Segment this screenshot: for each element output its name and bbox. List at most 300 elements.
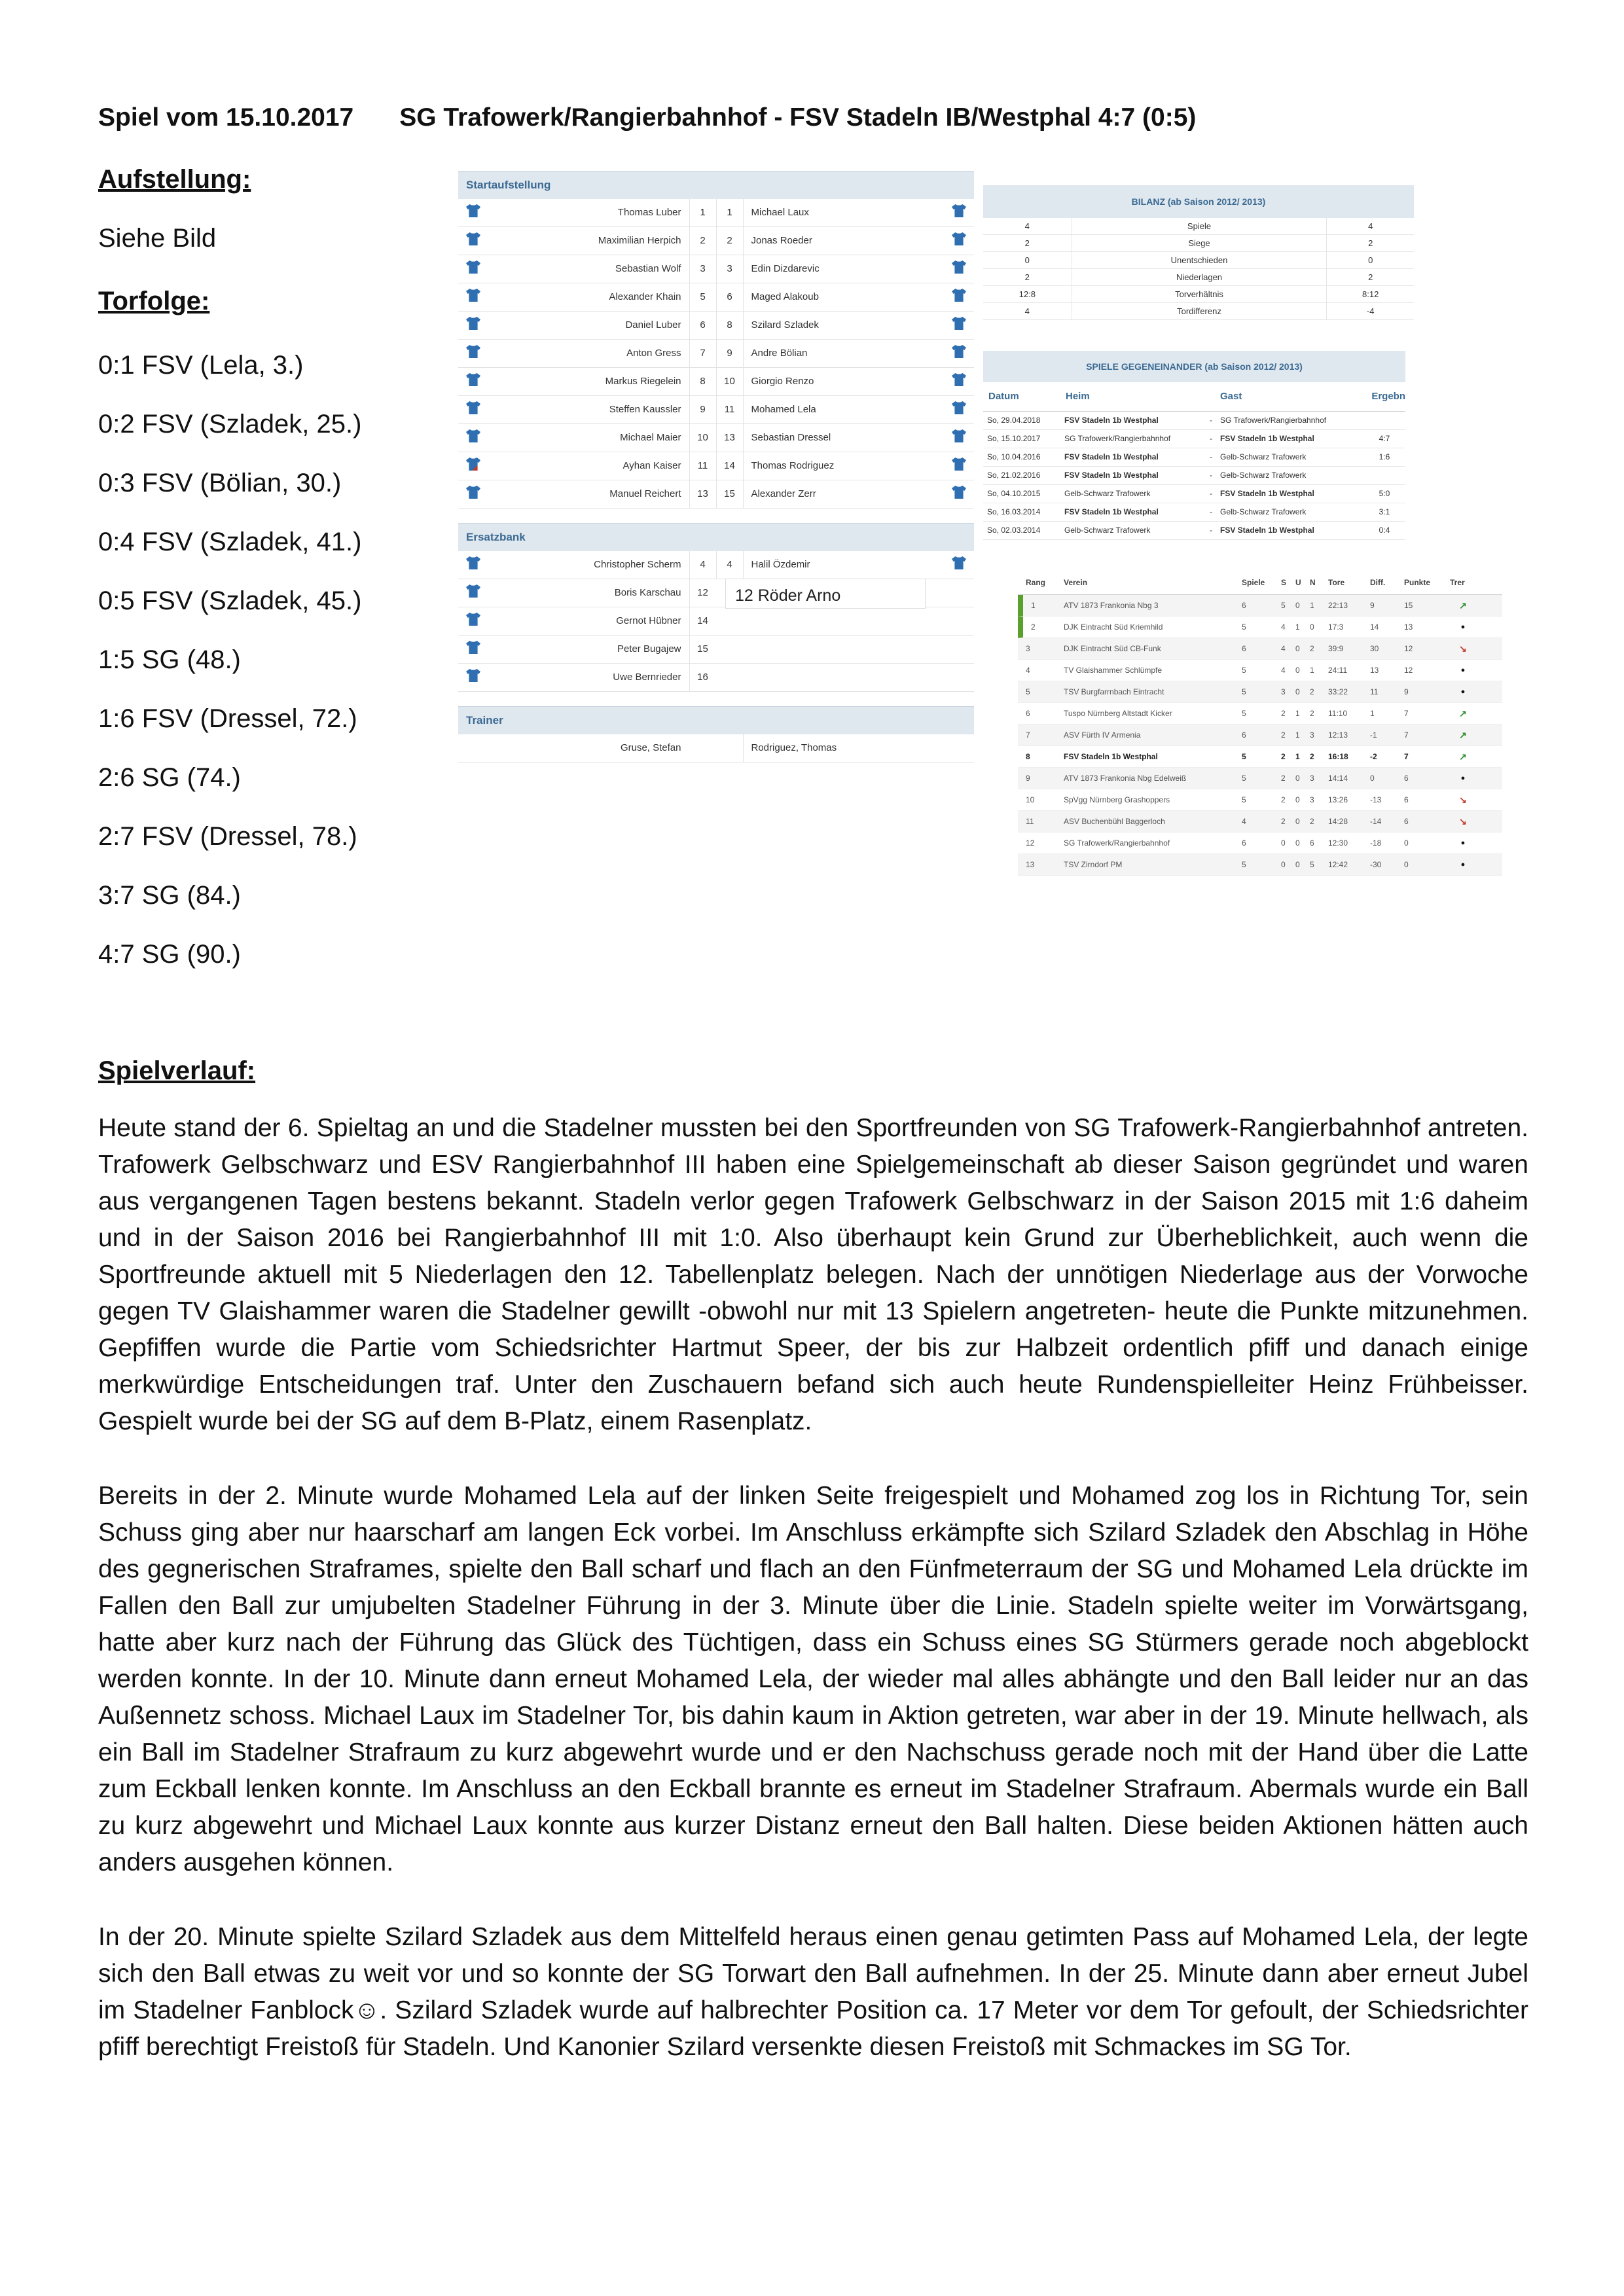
tore-cell: 12:30 bbox=[1328, 838, 1348, 848]
col-u: U bbox=[1295, 578, 1301, 587]
gegeneinander-header bbox=[983, 382, 1405, 412]
bilanz-away: 0 bbox=[1368, 255, 1373, 265]
trend-up-icon: ↗ bbox=[1459, 751, 1467, 762]
home-shirt-icon bbox=[458, 636, 488, 663]
away-player-name: Szilard Szladek bbox=[743, 312, 945, 339]
n-cell: 2 bbox=[1310, 709, 1314, 718]
match-title: SG Trafowerk/Rangierbahnhof - FSV Stadeln IB/Westphal 4:7 (0:5) bbox=[399, 103, 1197, 132]
player-row bbox=[458, 636, 974, 664]
bilanz-label: Tordifferenz bbox=[1072, 303, 1327, 319]
gegeneinander-row: So, 15.10.2017 SG Trafowerk/Rangierbahnhof - FSV Stadeln 1b Westphal 4:7 bbox=[983, 430, 1405, 448]
home-player-number: 11 bbox=[689, 452, 716, 480]
tore-cell: 17:3 bbox=[1328, 622, 1344, 632]
player-row bbox=[458, 607, 974, 636]
home-team-cell: FSV Stadeln 1b Westphal bbox=[1064, 507, 1159, 516]
lineup-panel bbox=[458, 171, 974, 762]
bilanz-away: 2 bbox=[1368, 238, 1373, 248]
home-player-number: 15 bbox=[689, 636, 716, 663]
goal-item: 0:5 FSV (Szladek, 45.) bbox=[98, 586, 362, 615]
trend-down-icon: ↘ bbox=[1459, 643, 1467, 654]
rang-cell: 8 bbox=[1026, 752, 1030, 761]
home-team-cell: FSV Stadeln 1b Westphal bbox=[1064, 471, 1159, 480]
trend-up-icon: ↗ bbox=[1459, 600, 1467, 611]
home-shirt-icon bbox=[458, 579, 488, 607]
s-cell: 2 bbox=[1281, 730, 1286, 740]
col-trend: Trer bbox=[1450, 578, 1465, 587]
away-player-name: Giorgio Renzo bbox=[743, 368, 945, 395]
away-team-cell: Gelb-Schwarz Trafowerk bbox=[1220, 471, 1307, 480]
u-cell: 0 bbox=[1295, 838, 1300, 848]
trainer-row bbox=[458, 734, 974, 762]
verein-cell: TSV Burgfarrnbach Eintracht bbox=[1064, 687, 1164, 696]
away-player-number: 2 bbox=[716, 227, 743, 255]
league-row bbox=[1018, 833, 1502, 854]
bilanz-home: 12:8 bbox=[1019, 289, 1036, 299]
home-player-name: Peter Bugajew bbox=[617, 643, 681, 655]
gegeneinander-row: So, 04.10.2015 Gelb-Schwarz Trafowerk - FSV Stadeln 1b Westphal 5:0 bbox=[983, 485, 1405, 503]
league-table-header bbox=[1018, 571, 1502, 595]
u-cell: 0 bbox=[1295, 601, 1300, 610]
s-cell: 4 bbox=[1281, 622, 1286, 632]
league-row bbox=[1018, 811, 1502, 833]
result-cell: 3:1 bbox=[1379, 507, 1390, 516]
gegeneinander-row: So, 16.03.2014 FSV Stadeln 1b Westphal - Gelb-Schwarz Trafowerk 3:1 bbox=[983, 503, 1405, 522]
col-punkte: Punkte bbox=[1404, 578, 1431, 587]
away-player-number: 14 bbox=[716, 452, 743, 480]
rang-cell: 2 bbox=[1031, 622, 1036, 632]
away-player-name: Halil Özdemir bbox=[743, 551, 945, 579]
home-shirt-icon bbox=[458, 480, 488, 508]
punkte-cell: 6 bbox=[1404, 795, 1409, 804]
home-player-name: Christopher Scherm bbox=[594, 559, 681, 570]
away-shirt-icon bbox=[944, 283, 974, 311]
league-row bbox=[1018, 638, 1502, 660]
diff-cell: 14 bbox=[1370, 622, 1379, 632]
home-player-number: 12 bbox=[689, 579, 716, 607]
tore-cell: 14:14 bbox=[1328, 774, 1348, 783]
away-player-number: 13 bbox=[716, 424, 743, 452]
league-row bbox=[1018, 746, 1502, 768]
home-team-cell: FSV Stadeln 1b Westphal bbox=[1064, 452, 1159, 461]
s-cell: 2 bbox=[1281, 817, 1286, 826]
player-row bbox=[458, 452, 974, 480]
gegeneinander-heading: SPIELE GEGENEINANDER (ab Saison 2012/ 2013) bbox=[983, 351, 1405, 382]
tore-cell: 11:10 bbox=[1328, 709, 1348, 718]
away-player-number: 1 bbox=[716, 199, 743, 226]
home-player-name: Uwe Bernrieder bbox=[613, 672, 681, 683]
col-n: N bbox=[1310, 578, 1316, 587]
s-cell: 2 bbox=[1281, 795, 1286, 804]
result-cell: 0:4 bbox=[1379, 526, 1390, 535]
player-row bbox=[458, 340, 974, 368]
verein-cell: FSV Stadeln 1b Westphal bbox=[1064, 752, 1158, 761]
punkte-cell: 6 bbox=[1404, 817, 1409, 826]
page-title bbox=[98, 99, 1196, 136]
home-shirt-icon bbox=[458, 452, 488, 480]
home-player-number: 14 bbox=[689, 607, 716, 635]
u-cell: 0 bbox=[1295, 774, 1300, 783]
punkte-cell: 13 bbox=[1404, 622, 1413, 632]
spiele-cell: 5 bbox=[1242, 622, 1246, 632]
home-shirt-icon bbox=[458, 283, 488, 311]
home-player-name: Ayhan Kaiser bbox=[623, 460, 681, 471]
diff-cell: 9 bbox=[1370, 601, 1375, 610]
result-cell: 1:6 bbox=[1379, 452, 1390, 461]
verein-cell: DJK Eintracht Süd CB-Funk bbox=[1064, 644, 1161, 653]
bilanz-label: Niederlagen bbox=[1072, 269, 1327, 285]
punkte-cell: 15 bbox=[1404, 601, 1413, 610]
n-cell: 6 bbox=[1310, 838, 1314, 848]
tore-cell: 13:26 bbox=[1328, 795, 1348, 804]
trainer-heading: Trainer bbox=[458, 706, 974, 734]
bilanz-label: Spiele bbox=[1072, 218, 1327, 234]
home-player-name: Gernot Hübner bbox=[616, 615, 681, 626]
bilanz-away: 8:12 bbox=[1362, 289, 1379, 299]
home-shirt-icon bbox=[458, 227, 488, 255]
spiele-cell: 5 bbox=[1242, 709, 1246, 718]
punkte-cell: 12 bbox=[1404, 644, 1413, 653]
home-player-name: Alexander Khain bbox=[609, 291, 681, 302]
away-player-number: 6 bbox=[716, 283, 743, 311]
league-row bbox=[1018, 854, 1502, 876]
diff-cell: -2 bbox=[1370, 752, 1377, 761]
home-player-number: 7 bbox=[689, 340, 716, 367]
result-cell: 5:0 bbox=[1379, 489, 1390, 498]
tore-cell: 12:13 bbox=[1328, 730, 1348, 740]
home-player-number: 6 bbox=[689, 312, 716, 339]
punkte-cell: 12 bbox=[1404, 666, 1413, 675]
bilanz-heading: BILANZ (ab Saison 2012/ 2013) bbox=[983, 185, 1414, 218]
verein-cell: Tuspo Nürnberg Altstadt Kicker bbox=[1064, 709, 1172, 718]
away-player-name: Mohamed Lela bbox=[743, 396, 945, 423]
rang-cell: 13 bbox=[1026, 860, 1035, 869]
away-team-cell: Gelb-Schwarz Trafowerk bbox=[1220, 452, 1307, 461]
home-team-cell: Gelb-Schwarz Trafowerk bbox=[1064, 489, 1151, 498]
away-team-cell: FSV Stadeln 1b Westphal bbox=[1220, 434, 1314, 443]
result-cell: 4:7 bbox=[1379, 434, 1390, 443]
gegeneinander-row: So, 10.04.2016 FSV Stadeln 1b Westphal - Gelb-Schwarz Trafowerk 1:6 bbox=[983, 448, 1405, 467]
tore-cell: 39:9 bbox=[1328, 644, 1344, 653]
home-shirt-icon bbox=[458, 312, 488, 339]
diff-cell: -18 bbox=[1370, 838, 1382, 848]
bilanz-row bbox=[983, 235, 1414, 252]
home-player-name: Anton Gress bbox=[626, 348, 681, 359]
verein-cell: ASV Buchenbühl Baggerloch bbox=[1064, 817, 1165, 826]
punkte-cell: 6 bbox=[1404, 774, 1409, 783]
player-row bbox=[458, 424, 974, 452]
home-player-name: Sebastian Wolf bbox=[615, 263, 681, 274]
punkte-cell: 7 bbox=[1404, 709, 1409, 718]
home-player-name: Boris Karschau bbox=[614, 587, 681, 598]
match-date-cell: So, 16.03.2014 bbox=[987, 507, 1041, 516]
n-cell: 2 bbox=[1310, 687, 1314, 696]
player-row bbox=[458, 283, 974, 312]
away-team-cell: FSV Stadeln 1b Westphal bbox=[1220, 526, 1314, 535]
league-row bbox=[1018, 789, 1502, 811]
startaufstellung-heading: Startaufstellung bbox=[458, 171, 974, 199]
home-player-name: Steffen Kaussler bbox=[609, 404, 681, 415]
home-player-number: 1 bbox=[689, 199, 716, 226]
bilanz-table bbox=[983, 185, 1414, 320]
match-date-cell: So, 10.04.2016 bbox=[987, 452, 1041, 461]
goal-item: 4:7 SG (90.) bbox=[98, 940, 241, 969]
verein-cell: TV Glaishammer Schlümpfe bbox=[1064, 666, 1163, 675]
trend-same-icon: ● bbox=[1460, 774, 1466, 782]
rang-cell: 1 bbox=[1031, 601, 1036, 610]
tore-cell: 22:13 bbox=[1328, 601, 1348, 610]
u-cell: 0 bbox=[1295, 644, 1300, 653]
tore-cell: 14:28 bbox=[1328, 817, 1348, 826]
diff-cell: 1 bbox=[1370, 709, 1375, 718]
rang-cell: 12 bbox=[1026, 838, 1035, 848]
away-player-number: 11 bbox=[716, 396, 743, 423]
spiele-cell: 5 bbox=[1242, 666, 1246, 675]
spiele-cell: 5 bbox=[1242, 774, 1246, 783]
tore-cell: 16:18 bbox=[1328, 752, 1348, 761]
goal-item: 0:4 FSV (Szladek, 41.) bbox=[98, 528, 362, 556]
home-team-cell: FSV Stadeln 1b Westphal bbox=[1064, 416, 1159, 425]
spiele-cell: 6 bbox=[1242, 838, 1246, 848]
s-cell: 0 bbox=[1281, 860, 1286, 869]
home-shirt-icon bbox=[458, 607, 488, 635]
match-date-cell: So, 04.10.2015 bbox=[987, 489, 1041, 498]
bilanz-away: 4 bbox=[1368, 221, 1373, 231]
spiele-cell: 5 bbox=[1242, 752, 1246, 761]
player-row bbox=[458, 199, 974, 227]
spiele-cell: 5 bbox=[1242, 687, 1246, 696]
tore-cell: 24:11 bbox=[1328, 666, 1348, 675]
n-cell: 3 bbox=[1310, 730, 1314, 740]
diff-cell: 30 bbox=[1370, 644, 1379, 653]
verein-cell: DJK Eintracht Süd Kriemhild bbox=[1064, 622, 1163, 632]
spiele-cell: 5 bbox=[1242, 860, 1246, 869]
away-player-name: Michael Laux bbox=[743, 199, 945, 226]
goal-item: 3:7 SG (84.) bbox=[98, 881, 241, 910]
away-player-number: 9 bbox=[716, 340, 743, 367]
col-verein: Verein bbox=[1064, 578, 1088, 587]
player-row bbox=[458, 664, 974, 692]
bilanz-home: 2 bbox=[1024, 272, 1030, 282]
spiele-cell: 6 bbox=[1242, 644, 1246, 653]
rang-cell: 9 bbox=[1026, 774, 1030, 783]
away-player-name: Maged Alakoub bbox=[743, 283, 945, 311]
trend-down-icon: ↘ bbox=[1459, 795, 1467, 805]
spiele-cell: 5 bbox=[1242, 795, 1246, 804]
home-player-name: Maximilian Herpich bbox=[598, 235, 681, 246]
gegeneinander-row: So, 21.02.2016 FSV Stadeln 1b Westphal - Gelb-Schwarz Trafowerk bbox=[983, 467, 1405, 485]
away-player-name: Edin Dizdarevic bbox=[743, 255, 945, 283]
col-datum: Datum bbox=[988, 391, 1019, 402]
result-cell bbox=[1368, 412, 1401, 429]
punkte-cell: 0 bbox=[1404, 838, 1409, 848]
torfolge-heading: Torfolge: bbox=[98, 287, 210, 315]
tore-cell: 33:22 bbox=[1328, 687, 1348, 696]
bilanz-home: 4 bbox=[1024, 306, 1030, 316]
away-player-number: 8 bbox=[716, 312, 743, 339]
spielverlauf-heading: Spielverlauf: bbox=[98, 1056, 256, 1085]
trend-same-icon: ● bbox=[1460, 688, 1466, 696]
home-shirt-icon bbox=[458, 199, 488, 226]
player-row bbox=[458, 551, 974, 579]
u-cell: 0 bbox=[1295, 666, 1300, 675]
goal-item: 2:7 FSV (Dressel, 78.) bbox=[98, 822, 357, 851]
match-date-cell: So, 15.10.2017 bbox=[987, 434, 1041, 443]
n-cell: 5 bbox=[1310, 860, 1314, 869]
home-player-number: 8 bbox=[689, 368, 716, 395]
match-date-cell: So, 02.03.2014 bbox=[987, 526, 1041, 535]
player-row bbox=[458, 312, 974, 340]
start-lineup bbox=[458, 199, 974, 509]
league-row bbox=[1018, 660, 1502, 681]
u-cell: 0 bbox=[1295, 687, 1300, 696]
rang-cell: 5 bbox=[1026, 687, 1030, 696]
home-player-name: Daniel Luber bbox=[625, 319, 681, 331]
s-cell: 3 bbox=[1281, 687, 1286, 696]
u-cell: 1 bbox=[1295, 709, 1300, 718]
bench-lineup bbox=[458, 551, 974, 692]
match-date-cell: So, 29.04.2018 bbox=[987, 416, 1041, 425]
verein-cell: ATV 1873 Frankonia Nbg Edelweiß bbox=[1064, 774, 1187, 783]
u-cell: 1 bbox=[1295, 752, 1300, 761]
league-table bbox=[1018, 571, 1502, 876]
ersatzbank-heading: Ersatzbank bbox=[458, 523, 974, 551]
aufstellung-section bbox=[98, 161, 439, 342]
away-team-cell: Gelb-Schwarz Trafowerk bbox=[1220, 507, 1307, 516]
league-row bbox=[1018, 725, 1502, 746]
trend-up-icon: ↗ bbox=[1459, 730, 1467, 740]
home-shirt-icon bbox=[458, 396, 488, 423]
bench-overlay-note: 12 Röder Arno bbox=[725, 579, 926, 609]
s-cell: 4 bbox=[1281, 644, 1286, 653]
bilanz-label: Unentschieden bbox=[1072, 252, 1327, 268]
col-gast: Gast bbox=[1220, 391, 1242, 402]
n-cell: 2 bbox=[1310, 817, 1314, 826]
away-shirt-icon bbox=[944, 227, 974, 255]
home-player-name: Markus Riegelein bbox=[605, 376, 681, 387]
verein-cell: TSV Zirndorf PM bbox=[1064, 860, 1123, 869]
goal-list bbox=[98, 347, 361, 995]
diff-cell: -13 bbox=[1370, 795, 1382, 804]
away-player-number: 15 bbox=[716, 480, 743, 508]
player-row bbox=[458, 480, 974, 509]
n-cell: 3 bbox=[1310, 774, 1314, 783]
trend-same-icon: ● bbox=[1460, 861, 1466, 869]
col-rang: Rang bbox=[1026, 578, 1045, 587]
away-team-cell: FSV Stadeln 1b Westphal bbox=[1220, 489, 1314, 498]
u-cell: 1 bbox=[1295, 622, 1300, 632]
bilanz-row bbox=[983, 269, 1414, 286]
col-spiele: Spiele bbox=[1242, 578, 1265, 587]
away-shirt-icon bbox=[944, 452, 974, 480]
n-cell: 3 bbox=[1310, 795, 1314, 804]
home-team-cell: SG Trafowerk/Rangierbahnhof bbox=[1064, 434, 1171, 443]
n-cell: 0 bbox=[1310, 622, 1314, 632]
trend-same-icon: ● bbox=[1460, 839, 1466, 847]
away-shirt-icon bbox=[944, 312, 974, 339]
home-player-number: 5 bbox=[689, 283, 716, 311]
diff-cell: 11 bbox=[1370, 687, 1379, 696]
home-shirt-icon bbox=[458, 255, 488, 283]
col-tore: Tore bbox=[1328, 578, 1345, 587]
home-player-number: 4 bbox=[689, 551, 716, 579]
home-shirt-icon bbox=[458, 368, 488, 395]
result-cell bbox=[1368, 467, 1401, 484]
verein-cell: ASV Fürth IV Armenia bbox=[1064, 730, 1141, 740]
home-shirt-icon bbox=[458, 551, 488, 579]
goal-item: 0:2 FSV (Szladek, 25.) bbox=[98, 410, 362, 439]
away-shirt-icon bbox=[944, 424, 974, 452]
s-cell: 0 bbox=[1281, 838, 1286, 848]
gegeneinander-table bbox=[983, 351, 1405, 540]
rang-cell: 11 bbox=[1026, 817, 1034, 826]
rang-cell: 4 bbox=[1026, 666, 1030, 675]
match-date-cell: So, 21.02.2016 bbox=[987, 471, 1041, 480]
home-player-name: Michael Maier bbox=[620, 432, 681, 443]
away-player-number: 10 bbox=[716, 368, 743, 395]
player-row bbox=[458, 255, 974, 283]
player-row bbox=[458, 396, 974, 424]
n-cell: 2 bbox=[1310, 644, 1314, 653]
trend-same-icon: ● bbox=[1460, 666, 1466, 674]
player-row bbox=[458, 368, 974, 396]
league-row bbox=[1018, 768, 1502, 789]
home-player-number: 13 bbox=[689, 480, 716, 508]
s-cell: 4 bbox=[1281, 666, 1286, 675]
bilanz-label: Siege bbox=[1072, 235, 1327, 251]
diff-cell: -14 bbox=[1370, 817, 1382, 826]
away-player-name: Sebastian Dressel bbox=[743, 424, 945, 452]
bilanz-row bbox=[983, 218, 1414, 235]
rang-cell: 7 bbox=[1026, 730, 1030, 740]
home-shirt-icon bbox=[458, 424, 488, 452]
home-shirt-icon bbox=[458, 340, 488, 367]
spielverlauf-p3: In der 20. Minute spielte Szilard Szladek aus dem Mittelfeld heraus einen genau getimten Pass auf Mohamed Lela, der legte sich den Ball etwas zu weit vor und so konnte der SG Torwart den Ball aufnehmen. In der 25. Minute dann aber erneut Jubel im Stadelner Fanblock☺. Szilard Szladek wurde auf halbrechter Position ca. 17 Meter vor dem Tor gefoult, der Schiedsrichter pfiff berechtigt Freistoß für Stadeln. Und Kanonier Szilard versenkte diesen Freistoß mit Schmackes im SG Tor. bbox=[98, 1923, 1528, 2061]
diff-cell: 0 bbox=[1370, 774, 1375, 783]
tore-cell: 12:42 bbox=[1328, 860, 1348, 869]
away-player-number: 3 bbox=[716, 255, 743, 283]
s-cell: 5 bbox=[1281, 601, 1286, 610]
away-player-number: 4 bbox=[716, 551, 743, 579]
away-shirt-icon bbox=[944, 396, 974, 423]
goal-item: 0:1 FSV (Lela, 3.) bbox=[98, 351, 304, 380]
away-player-name: Andre Bölian bbox=[743, 340, 945, 367]
away-shirt-icon bbox=[944, 368, 974, 395]
n-cell: 1 bbox=[1310, 601, 1314, 610]
n-cell: 1 bbox=[1310, 666, 1314, 675]
home-player-number: 9 bbox=[689, 396, 716, 423]
spielverlauf-p2: Bereits in der 2. Minute wurde Mohamed Lela auf der linken Seite freigespielt und Mohamed zog los in Richtung Tor, sein Schuss ging aber nur haarscharf am langen Eck vorbei. Im Anschluss erkämpfte sich Szilard Szladek den Abschlag in Höhe des gegnerischen Straframes, spielte den Ball scharf und flach an den Fünfmeterraum der SG und Mohamed Lela drückte im Fallen den Ball zur umjubelten Stadelner Führung in der 3. Minute über die Linie. Stadeln spielte weiter im Vorwärtsgang, hatte aber kurz nach der Führung das Glück des Tüchtigen, dass ein Schuss eines SG Stürmers gerade noch abgeblockt werden konnte. In der 10. Minute dann erneut Mohamed Lela, der wieder mal alles abhängte und den Ball leider nur an das Außennetz schoss. Michael Laux im Stadelner Tor, bis dahin kaum in Aktion getreten, war aber in der 19. Minute hellwach, als ein Ball im Stadelner Strafraum zu kurz abgewehrt wurde und er den Nachschuss gerade noch mit der Hand über die Latte zum Eckball lenken konnte. Im Anschluss an den Eckball brannte es erneut im Stadelner Strafraum. Abermals wurde ein Ball zu kurz abgewehrt und Michael Laux konnte aus kurzer Distanz erneut den Ball halten. Diese beiden Aktionen hätten auch anders ausgehen können. bbox=[98, 1482, 1528, 1876]
u-cell: 0 bbox=[1295, 795, 1300, 804]
rang-cell: 10 bbox=[1026, 795, 1035, 804]
league-row bbox=[1018, 703, 1502, 725]
home-player-number: 2 bbox=[689, 227, 716, 255]
punkte-cell: 0 bbox=[1404, 860, 1409, 869]
diff-cell: -30 bbox=[1370, 860, 1382, 869]
away-player-name: Alexander Zerr bbox=[743, 480, 945, 508]
rang-cell: 3 bbox=[1026, 644, 1030, 653]
away-shirt-icon bbox=[944, 199, 974, 226]
bilanz-row bbox=[983, 303, 1414, 320]
away-shirt-icon bbox=[944, 480, 974, 508]
bilanz-home: 0 bbox=[1024, 255, 1030, 265]
player-row bbox=[458, 227, 974, 255]
trend-up-icon: ↗ bbox=[1459, 708, 1467, 719]
col-s: S bbox=[1281, 578, 1287, 587]
bilanz-home: 4 bbox=[1024, 221, 1030, 231]
s-cell: 2 bbox=[1281, 709, 1286, 718]
league-row bbox=[1018, 595, 1502, 617]
home-player-number: 16 bbox=[689, 664, 716, 691]
